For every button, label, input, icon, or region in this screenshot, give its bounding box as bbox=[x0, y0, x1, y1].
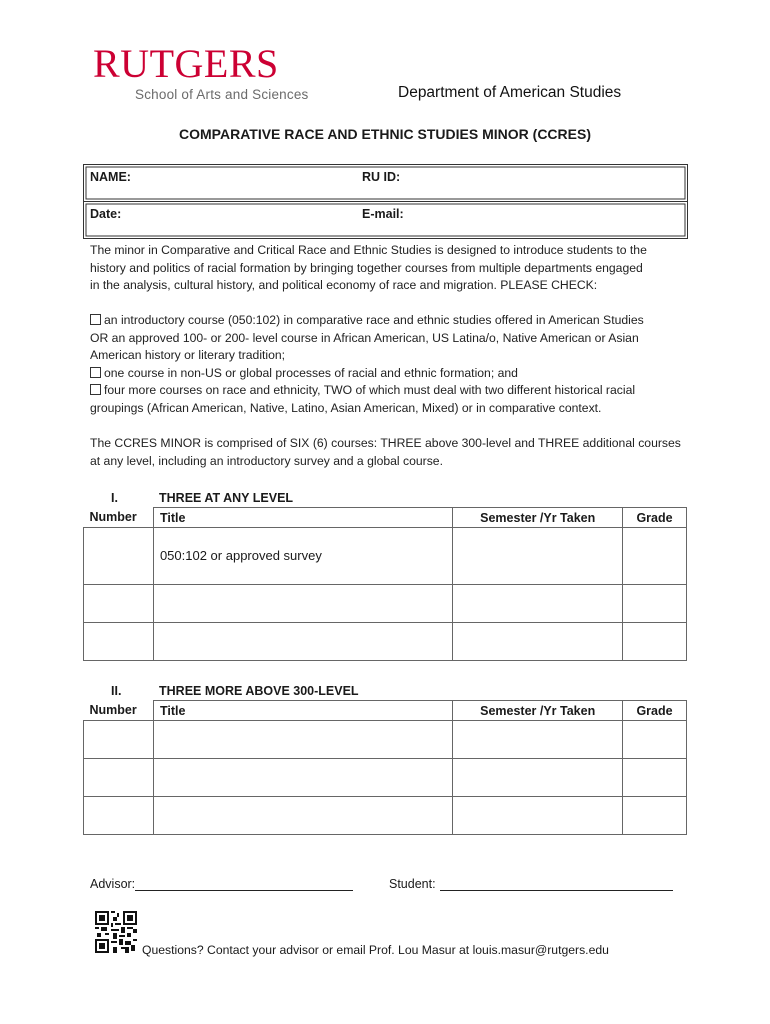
number-cell[interactable] bbox=[84, 797, 154, 835]
number-cell[interactable] bbox=[84, 585, 154, 623]
intro-line: in the analysis, cultural history, and political economy of race and migration. PLEASE CHECK: bbox=[90, 278, 598, 293]
email-label: E-mail: bbox=[362, 207, 404, 221]
checkbox-icon[interactable] bbox=[90, 314, 101, 325]
table-row bbox=[84, 721, 687, 759]
table-row bbox=[84, 585, 687, 623]
table-row bbox=[84, 797, 687, 835]
table-row bbox=[84, 623, 687, 661]
name-ruid-box bbox=[83, 164, 688, 202]
grade-cell[interactable] bbox=[623, 528, 687, 585]
intro-paragraph bbox=[90, 242, 680, 295]
name-label: NAME: bbox=[90, 170, 131, 184]
document-title: COMPARATIVE RACE AND ETHNIC STUDIES MINOR (CCRES) bbox=[179, 126, 591, 142]
date-label: Date: bbox=[90, 207, 122, 221]
semester-cell[interactable] bbox=[453, 623, 623, 661]
title-cell[interactable] bbox=[153, 759, 452, 797]
title-cell[interactable] bbox=[153, 585, 452, 623]
date-email-box bbox=[83, 201, 688, 239]
grade-cell[interactable] bbox=[623, 721, 687, 759]
grade-cell[interactable] bbox=[623, 623, 687, 661]
col-grade: Grade bbox=[623, 701, 687, 721]
checklist-item-global: one course in non-US or global processes of racial and ethnic formation; and bbox=[90, 365, 680, 383]
col-title: Title bbox=[153, 508, 452, 528]
advisor-signature bbox=[90, 876, 353, 891]
table-header-row bbox=[84, 508, 687, 528]
section1-numeral: I. bbox=[111, 491, 118, 505]
student-label: Student: bbox=[389, 877, 436, 891]
ruid-label: RU ID: bbox=[362, 170, 401, 184]
advisor-signature-line[interactable] bbox=[135, 876, 353, 891]
semester-cell[interactable] bbox=[453, 585, 623, 623]
semester-cell[interactable] bbox=[453, 759, 623, 797]
col-number: Number bbox=[89, 510, 137, 525]
number-cell[interactable] bbox=[84, 721, 154, 759]
title-cell[interactable] bbox=[153, 797, 452, 835]
student-signature bbox=[389, 876, 673, 891]
table-row bbox=[84, 759, 687, 797]
section1-heading: THREE AT ANY LEVEL bbox=[159, 491, 294, 505]
intro-line: The minor in Comparative and Critical Race and Ethnic Studies is designed to introduce students to the bbox=[90, 243, 647, 257]
rutgers-logo-wordmark: RUTGERS bbox=[93, 41, 279, 86]
number-cell[interactable] bbox=[84, 623, 154, 661]
grade-cell[interactable] bbox=[623, 759, 687, 797]
checklist-item-four-more: four more courses on race and ethnicity, TWO of which must deal with two different historical racial bbox=[90, 382, 680, 400]
title-cell[interactable] bbox=[153, 623, 452, 661]
semester-cell[interactable] bbox=[453, 721, 623, 759]
grade-cell[interactable] bbox=[623, 585, 687, 623]
checkbox-icon[interactable] bbox=[90, 384, 101, 395]
checkbox-icon[interactable] bbox=[90, 367, 101, 378]
col-grade: Grade bbox=[623, 508, 687, 528]
semester-cell[interactable] bbox=[453, 528, 623, 585]
number-cell[interactable] bbox=[84, 759, 154, 797]
col-number: Number bbox=[89, 703, 137, 718]
department-name: Department of American Studies bbox=[398, 84, 622, 101]
minor-summary: The CCRES MINOR is comprised of SIX (6) courses: THREE above 300-level and THREE additional courses at any level, including an introductory survey and a global course. bbox=[90, 436, 681, 468]
requirements-checklist: an introductory course (050:102) in comparative race and ethnic studies offered in American Studies OR an approved 100- or 200- level course in African American, US Latina/o, Native American or Asian American history or literary tradition; one course in non-US or global processes of racial and ethnic formation; and four more courses on race and ethnicity, TWO of which must deal with two different historical racial groupings (African American, Native, Latino, Asian American, Mixed) or in comparative context. bbox=[90, 312, 680, 418]
section2-numeral: II. bbox=[111, 684, 122, 698]
title-cell[interactable]: 050:102 or approved survey bbox=[153, 528, 452, 585]
checklist-item-introductory: an introductory course (050:102) in comparative race and ethnic studies offered in American Studies bbox=[90, 312, 680, 330]
col-semester: Semester /Yr Taken bbox=[453, 508, 623, 528]
student-signature-line[interactable] bbox=[440, 876, 673, 891]
col-semester: Semester /Yr Taken bbox=[453, 701, 623, 721]
grade-cell[interactable] bbox=[623, 797, 687, 835]
rutgers-logo-subtitle: School of Arts and Sciences bbox=[135, 87, 309, 102]
section1-course-table bbox=[83, 507, 687, 661]
col-title: Title bbox=[153, 701, 452, 721]
section2-heading: THREE MORE ABOVE 300-LEVEL bbox=[159, 684, 359, 698]
qr-code-icon bbox=[95, 911, 137, 953]
advisor-label: Advisor: bbox=[90, 877, 136, 891]
table-row bbox=[84, 528, 687, 585]
semester-cell[interactable] bbox=[453, 797, 623, 835]
title-cell[interactable] bbox=[153, 721, 452, 759]
table-header-row bbox=[84, 701, 687, 721]
section2-course-table bbox=[83, 700, 687, 835]
number-cell[interactable] bbox=[84, 528, 154, 585]
footer-contact: Questions? Contact your advisor or email Prof. Lou Masur at louis.masur@rutgers.edu bbox=[142, 943, 609, 957]
intro-line: history and politics of racial formation by bringing together courses from multiple departments engaged bbox=[90, 260, 643, 275]
